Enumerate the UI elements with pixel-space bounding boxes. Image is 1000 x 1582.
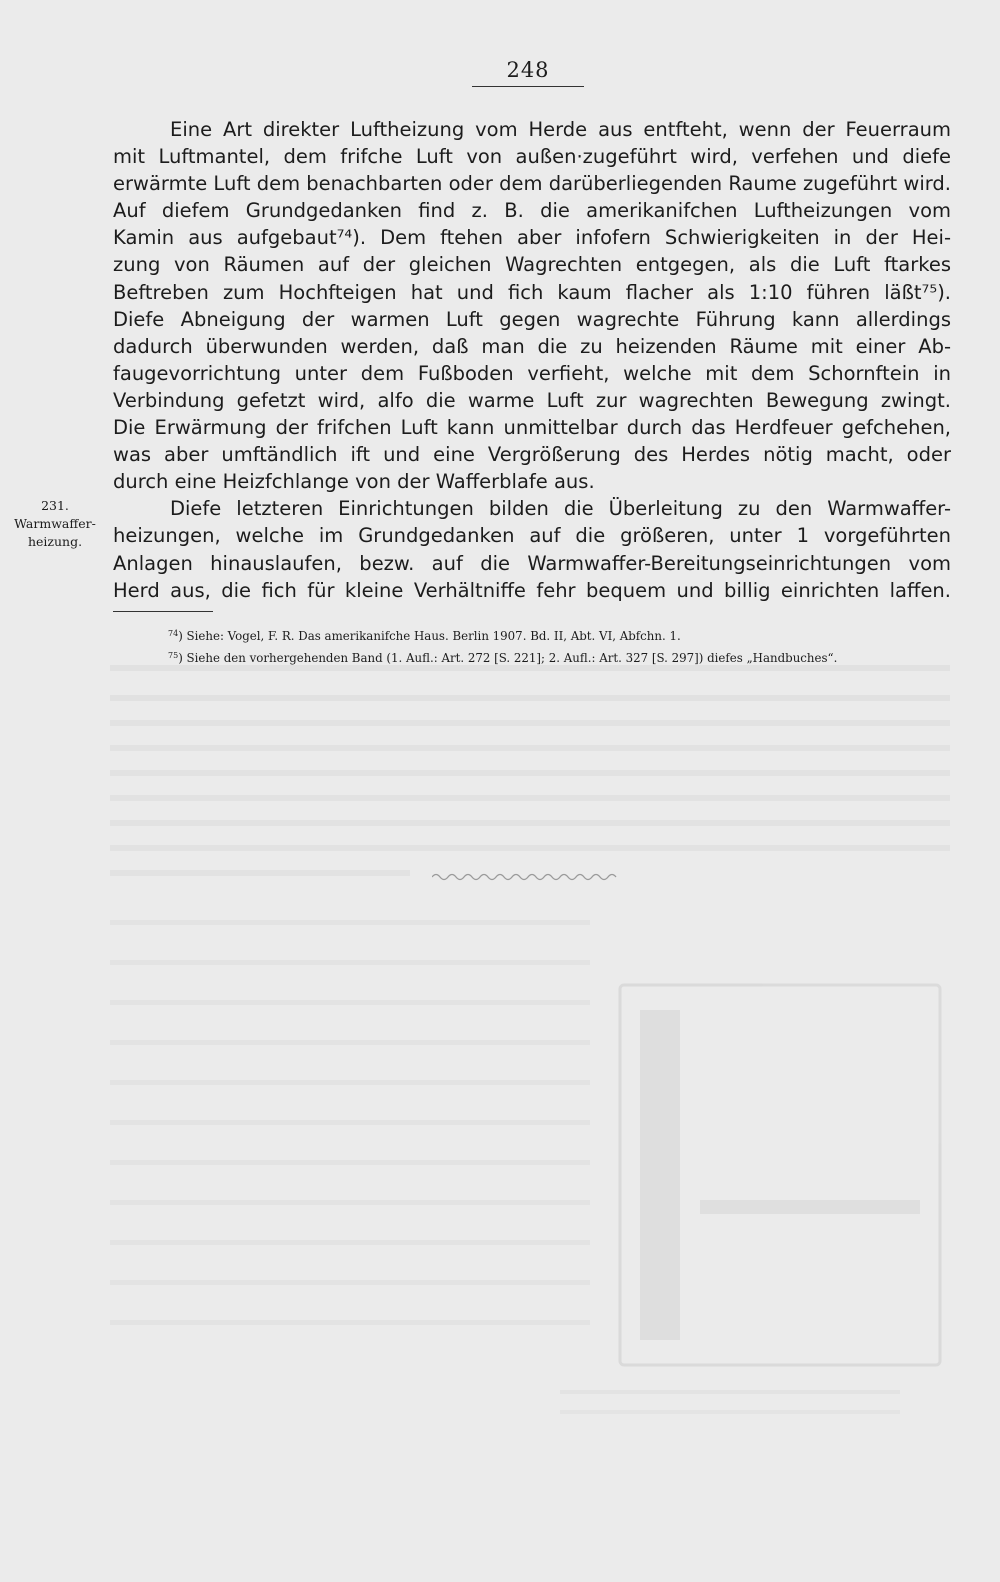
wavy-ornament bbox=[432, 872, 622, 882]
text-line: zung von Räumen auf der gleichen Wagrechten entgegen, als die Luft ftarkes bbox=[113, 253, 951, 277]
text-line: erwärmte Luft dem benachbarten oder dem darüberliegenden Raume zugeführt wird. bbox=[113, 172, 951, 196]
margin-note-line: heizung. bbox=[27, 534, 83, 549]
body-text bbox=[113, 116, 951, 604]
text-line: Diefe Abneigung der warmen Luft gegen wagrechte Führung kann allerdings bbox=[113, 307, 951, 331]
text-line: mit Luftmantel, dem frifche Luft von außen·zugeführt wird, verfehen und diefe bbox=[113, 145, 951, 169]
text-line: heizungen, welche im Grundgedanken auf die größeren, unter 1 vorgeführten bbox=[113, 524, 951, 548]
footnote-text: ) Siehe den vorhergehenden Band (1. Aufl.: Art. 272 [S. 221]; 2. Aufl.: Art. 327 [S. 297]) diefes „Handbuches“. bbox=[178, 651, 838, 665]
text-line: was aber umftändlich ift und eine Vergrößerung des Herdes nötig macht, oder bbox=[113, 443, 951, 467]
margin-note-line: Warmwaffer- bbox=[14, 516, 96, 531]
page-number: 248 bbox=[472, 58, 584, 87]
text-line: dadurch überwunden werden, daß man die zu heizenden Räume mit einer Ab- bbox=[113, 334, 951, 358]
text-line: Eine Art direkter Luftheizung vom Herde aus entfteht, wenn der Feuerraum bbox=[170, 118, 951, 141]
text-line: Beftreben zum Hochfteigen hat und fich kaum flacher als 1:10 führen läßt⁷⁵). bbox=[113, 280, 951, 304]
text-line: Verbindung gefetzt wird, alfo die warme Luft zur wagrechten Bewegung zwingt. bbox=[113, 388, 951, 412]
footnote bbox=[168, 624, 958, 646]
text-line: Diefe letzteren Einrichtungen bilden die Überleitung zu den Warmwaffer- bbox=[170, 497, 951, 521]
margin-note-number: 231. bbox=[41, 498, 69, 513]
footnotes bbox=[168, 624, 958, 668]
footnote-rule bbox=[113, 611, 213, 612]
footnote-mark: 75 bbox=[168, 651, 179, 660]
text-line: faugevorrichtung unter dem Fußboden verfieht, welche mit dem Schornftein in bbox=[113, 361, 951, 385]
text-line: Herd aus, die fich für kleine Verhältniffe fehr bequem und billig einrichten laffen. bbox=[113, 578, 951, 602]
text-line: Kamin aus aufgebaut⁷⁴). Dem ftehen aber infofern Schwierigkeiten in der Hei- bbox=[113, 226, 951, 250]
text-line: durch eine Heizfchlange von der Wafferblafe aus. bbox=[113, 470, 595, 494]
footnote-mark: 74 bbox=[168, 629, 179, 638]
text-line: Anlagen hinauslaufen, bezw. auf die Warmwaffer-Bereitungseinrichtungen vom bbox=[113, 551, 951, 575]
footnote-text: ) Siehe: Vogel, F. R. Das amerikanifche Haus. Berlin 1907. Bd. II, Abt. VI, Abfchn. 1. bbox=[178, 629, 681, 643]
text-line: Auf diefem Grundgedanken find z. B. die amerikanifchen Luftheizungen vom bbox=[113, 199, 951, 223]
text-line: Die Erwärmung der frifchen Luft kann unmittelbar durch das Herdfeuer gefchehen, bbox=[113, 416, 951, 440]
margin-note bbox=[2, 497, 108, 551]
footnote bbox=[168, 646, 958, 668]
